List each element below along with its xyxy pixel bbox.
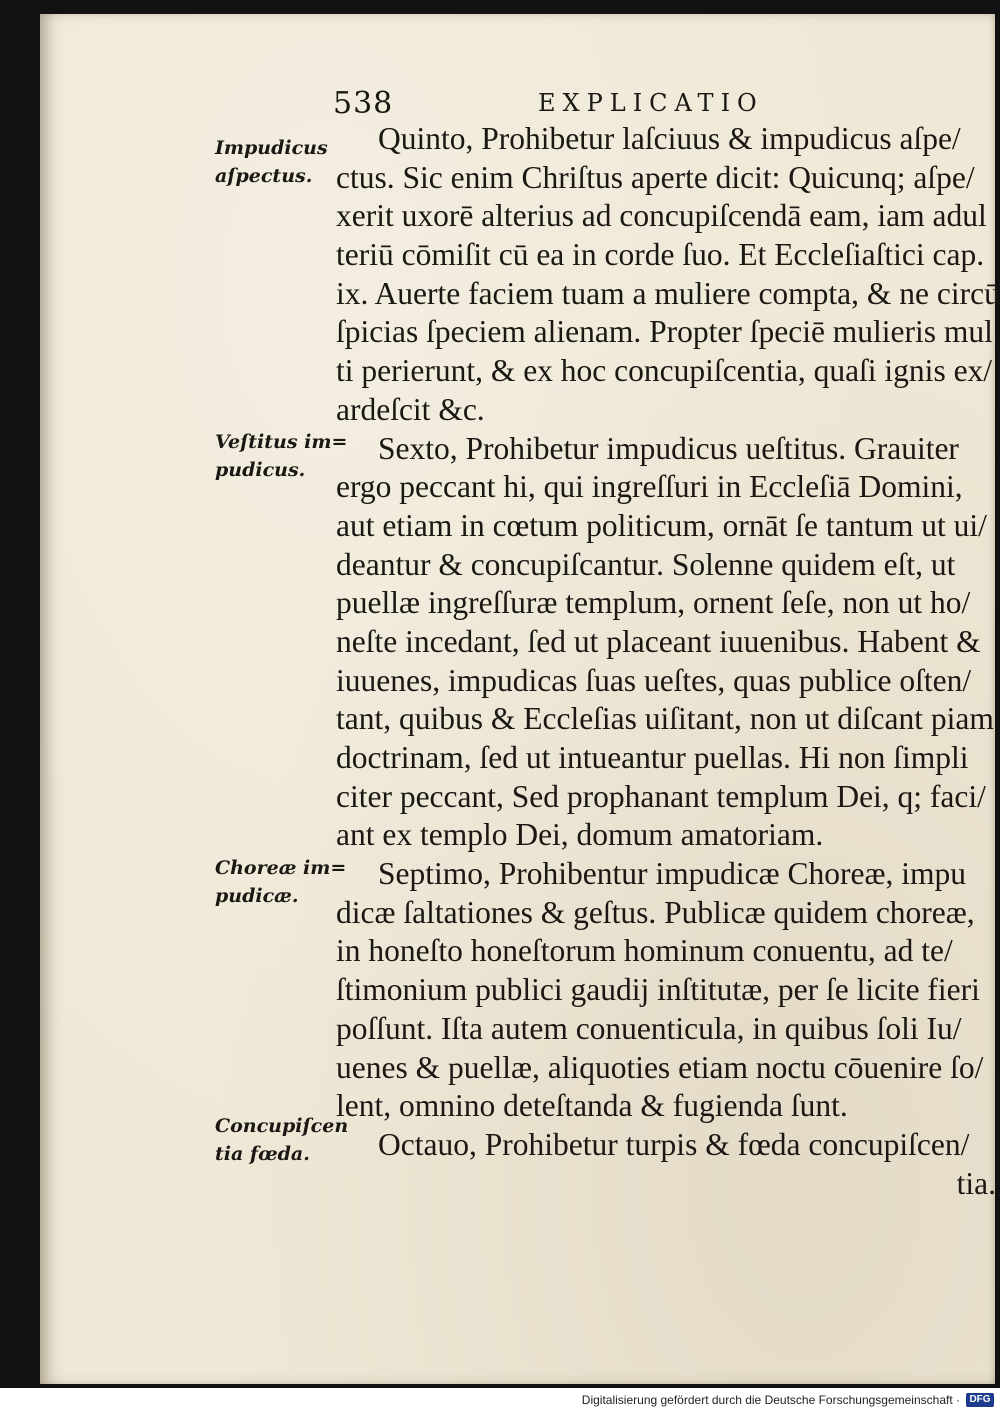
text-line: ti perierunt, & ex hoc concupiſcentia, quaſi ignis ex/ — [336, 353, 993, 389]
text-line: ix. Auerte faciem tuam a muliere compta, & ne circū — [336, 275, 1000, 311]
text-line: iuuenes, impudicas ſuas ueſtes, quas publice oſten/ — [336, 662, 972, 698]
funding-credit: Digitalisierung gefördert durch die Deutsche Forschungsgemeinschaft · — [581, 1393, 960, 1407]
dfg-logo-icon: DFG — [966, 1393, 994, 1407]
book-page — [40, 14, 1000, 1384]
text-line: Quinto, Prohibetur laſciuus & impudicus aſpe/ — [378, 121, 961, 156]
margin-note-impudicus-aspectus: Impudicus aſpectus. — [215, 137, 328, 187]
running-head: EXPLICATIO — [538, 89, 764, 117]
page-number: 538 — [333, 86, 394, 121]
text-line: ergo peccant hi, qui ingreſſuri in Eccleſiā Domini, — [336, 469, 963, 505]
margin-note-concupiscentia-foeda: Concupiſcen tia fœda. — [215, 1115, 349, 1165]
text-line: lent, omnino deteſtanda & fugienda ſunt. — [336, 1088, 848, 1124]
text-line: ſpicias ſpeciem alienam. Propter ſpeciē mulieris mul — [336, 314, 993, 350]
text-line: dicæ ſaltationes & geſtus. Publicæ quidem choreæ, — [336, 894, 975, 930]
text-line: Octauo, Prohibetur turpis & fœda concupiſcen/ — [378, 1126, 970, 1162]
text-line: aut etiam in cœtum politicum, ornāt ſe tantum ut ui/ — [336, 507, 987, 543]
margin-note-choreae-impudicae: Choreæ im= pudicæ. — [215, 857, 347, 907]
catchword: tia. — [956, 1165, 996, 1201]
text-line: puellæ ingreſſuræ templum, ornent ſeſe, non ut ho/ — [336, 585, 971, 621]
text-line: Septimo, Prohibentur impudicæ Choreæ, impu — [378, 856, 966, 892]
text-line: poſſunt. Iſta autem conuenticula, in quibus ſoli Iu/ — [336, 1010, 962, 1046]
text-line: neſte incedant, ſed ut placeant iuuenibus. Habent & — [336, 623, 981, 659]
text-line: doctrinam, ſed ut intueantur puellas. Hi non ſimpli — [336, 740, 969, 775]
text-line: citer peccant, Sed prophanant templum Dei, q; faci/ — [336, 778, 986, 814]
text-line: ctus. Sic enim Chriſtus aperte dicit: Quicunq; aſpe/ — [336, 159, 975, 195]
margin-note-vestitus-impudicus: Veſtitus im= pudicus. — [215, 431, 348, 481]
text-line: ſtimonium publici gaudij inſtitutæ, per ſe licite fieri — [336, 972, 980, 1008]
text-line: tant, quibus & Eccleſias uiſitant, non ut diſcant piam — [336, 701, 994, 737]
body-text — [336, 120, 1000, 1203]
text-line: in honeſto honeſtorum hominum conuentu, ad te/ — [336, 933, 953, 969]
text-line: xerit uxorē alterius ad concupiſcendā eam, iam adul — [336, 198, 987, 234]
text-line: deantur & concupiſcantur. Solenne quidem eſt, ut — [336, 546, 956, 582]
text-line: uenes & puellæ, aliquoties etiam noctu cōuenire ſo/ — [336, 1049, 984, 1085]
text-line: ant ex templo Dei, domum amatoriam. — [336, 817, 824, 853]
footer-bar — [0, 1388, 1000, 1413]
text-line: teriū cōmiſit cū ea in corde ſuo. Et Eccleſiaſtici cap. — [336, 237, 985, 273]
text-line: Sexto, Prohibetur impudicus ueſtitus. Grauiter — [378, 430, 959, 466]
text-line: ardeſcit &c. — [336, 391, 485, 427]
